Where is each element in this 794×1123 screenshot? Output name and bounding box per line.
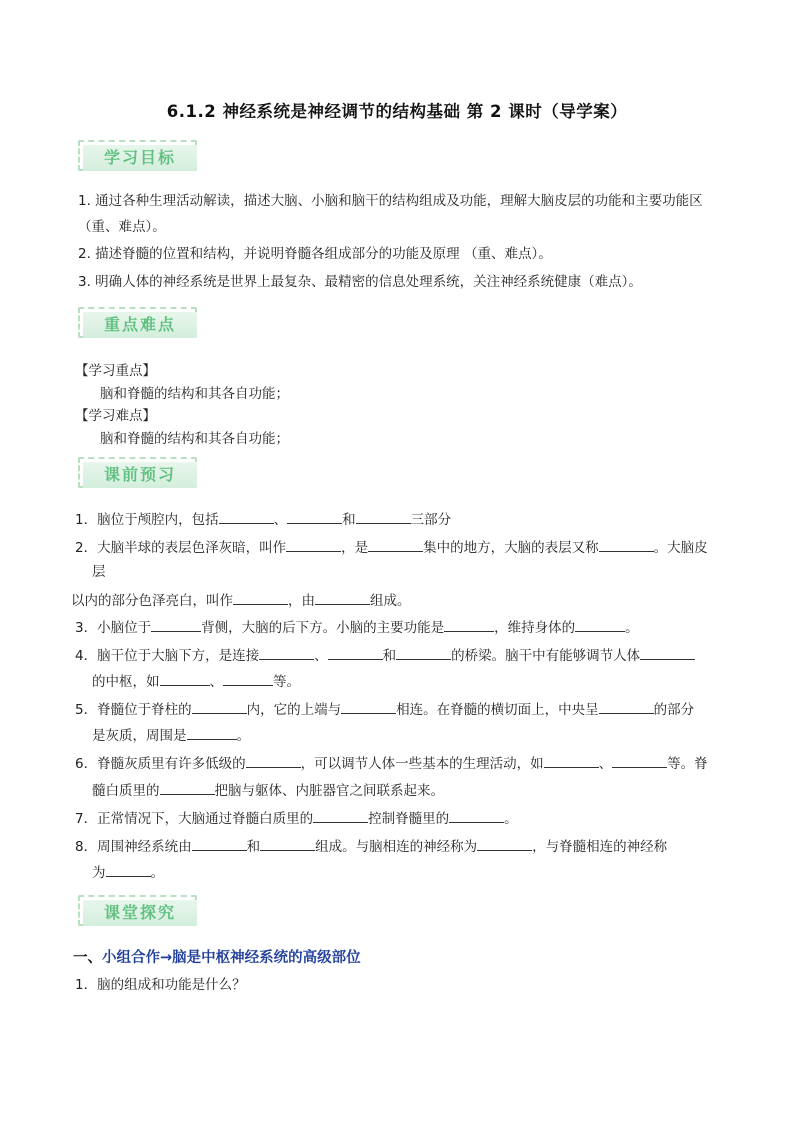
preview-q3: 3．小脑位于 背侧，大脑的后下方。小脑的主要功能是 ，维持身体的 。 bbox=[75, 617, 639, 637]
answer-blank[interactable] bbox=[444, 617, 494, 632]
answer-blank[interactable] bbox=[187, 725, 237, 740]
answer-blank[interactable] bbox=[160, 671, 210, 686]
answer-blank[interactable] bbox=[260, 836, 315, 851]
answer-blank[interactable] bbox=[259, 645, 314, 660]
preview-q7: 7．正常情况下，大脑通过脊髓白质里的 控制脊髓里的 。 bbox=[75, 808, 518, 828]
arrow-right-icon: → bbox=[160, 950, 173, 966]
difficulty-label: 【学习难点】 bbox=[75, 408, 156, 424]
focus-text: 脑和脊髓的结构和其各自功能； bbox=[100, 386, 289, 402]
goal-1-cont: （重、难点）。 bbox=[78, 219, 166, 235]
answer-blank[interactable] bbox=[368, 537, 423, 552]
preview-q2-cont: 层 bbox=[92, 564, 106, 580]
explore-heading: 一、小组合作→脑是中枢神经系统的高级部位 bbox=[73, 950, 361, 966]
answer-blank[interactable] bbox=[246, 753, 301, 768]
answer-blank[interactable] bbox=[192, 836, 247, 851]
section-explore-banner bbox=[78, 895, 201, 929]
difficulty-text: 脑和脊髓的结构和其各自功能； bbox=[100, 431, 289, 447]
preview-q5: 5．脊髓位于脊柱的 内，它的上端与 相连。在脊髓的横切面上，中央呈 的部分 bbox=[75, 699, 694, 719]
preview-q1: 1．脑位于颅腔内，包括 、 和 三部分 bbox=[75, 509, 451, 529]
answer-blank[interactable] bbox=[219, 509, 274, 524]
goal-2: 2. 描述脊髓的位置和结构，并说明脊髓各组成部分的功能及原理 （重、难点）。 bbox=[78, 246, 552, 262]
answer-blank[interactable] bbox=[328, 645, 383, 660]
goal-1: 1. 通过各种生理活动解读，描述大脑、小脑和脑干的结构组成及功能，理解大脑皮层的功能和主要功能区 bbox=[78, 193, 703, 209]
answer-blank[interactable] bbox=[449, 808, 504, 823]
preview-q6: 6．脊髓灰质里有许多低级的 ，可以调节人体一些基本的生理活动，如 、 等。脊 bbox=[75, 753, 708, 773]
answer-blank[interactable] bbox=[160, 780, 215, 795]
answer-blank[interactable] bbox=[106, 862, 151, 877]
section-key-label: 重点难点 bbox=[103, 315, 176, 334]
answer-blank[interactable] bbox=[223, 671, 273, 686]
section-goals-banner bbox=[78, 140, 201, 174]
goal-3: 3. 明确人体的神经系统是世界上最复杂、最精密的信息处理系统，关注神经系统健康（难点）。 bbox=[78, 274, 642, 290]
focus-label: 【学习重点】 bbox=[75, 363, 156, 379]
preview-q8: 8．周围神经系统由 和 组成。与脑相连的神经称为 ，与脊髓相连的神经称 bbox=[75, 836, 667, 856]
answer-blank[interactable] bbox=[286, 537, 341, 552]
answer-blank[interactable] bbox=[313, 808, 368, 823]
answer-blank[interactable] bbox=[575, 617, 625, 632]
section-goals-label: 学习目标 bbox=[103, 148, 176, 167]
section-preview-label: 课前预习 bbox=[103, 465, 176, 484]
answer-blank[interactable] bbox=[287, 509, 342, 524]
section-explore-label: 课堂探究 bbox=[103, 903, 176, 922]
preview-q5-cont: 是灰质，周围是 。 bbox=[92, 725, 250, 745]
answer-blank[interactable] bbox=[233, 590, 288, 605]
preview-q2-line3: 以内的部分色泽亮白，叫作 ，由 组成。 bbox=[71, 590, 411, 610]
answer-blank[interactable] bbox=[599, 537, 654, 552]
preview-q8-cont: 为 。 bbox=[92, 862, 164, 882]
answer-blank[interactable] bbox=[315, 590, 370, 605]
section-key-banner bbox=[78, 307, 201, 341]
section-preview-banner bbox=[78, 457, 201, 491]
answer-blank[interactable] bbox=[544, 753, 599, 768]
preview-q2: 2．大脑半球的表层色泽灰暗，叫作 ，是 集中的地方，大脑的表层又称 。大脑皮 bbox=[75, 537, 708, 557]
answer-blank[interactable] bbox=[612, 753, 667, 768]
answer-blank[interactable] bbox=[477, 836, 532, 851]
answer-blank[interactable] bbox=[396, 645, 451, 660]
preview-q4-cont: 的中枢，如 、 等。 bbox=[92, 671, 300, 691]
answer-blank[interactable] bbox=[151, 617, 201, 632]
answer-blank[interactable] bbox=[640, 645, 695, 660]
preview-q6-cont: 髓白质里的 把脑与躯体、内脏器官之间联系起来。 bbox=[92, 780, 444, 800]
preview-q4: 4．脑干位于大脑下方，是连接 、 和 的桥梁。脑干中有能够调节人体 bbox=[75, 645, 695, 665]
answer-blank[interactable] bbox=[341, 699, 396, 714]
answer-blank[interactable] bbox=[356, 509, 411, 524]
answer-blank[interactable] bbox=[599, 699, 654, 714]
answer-blank[interactable] bbox=[192, 699, 247, 714]
page-title: 6.1.2 神经系统是神经调节的结构基础 第 2 课时（导学案） bbox=[166, 102, 628, 121]
explore-q1: 1．脑的组成和功能是什么？ bbox=[75, 977, 246, 993]
